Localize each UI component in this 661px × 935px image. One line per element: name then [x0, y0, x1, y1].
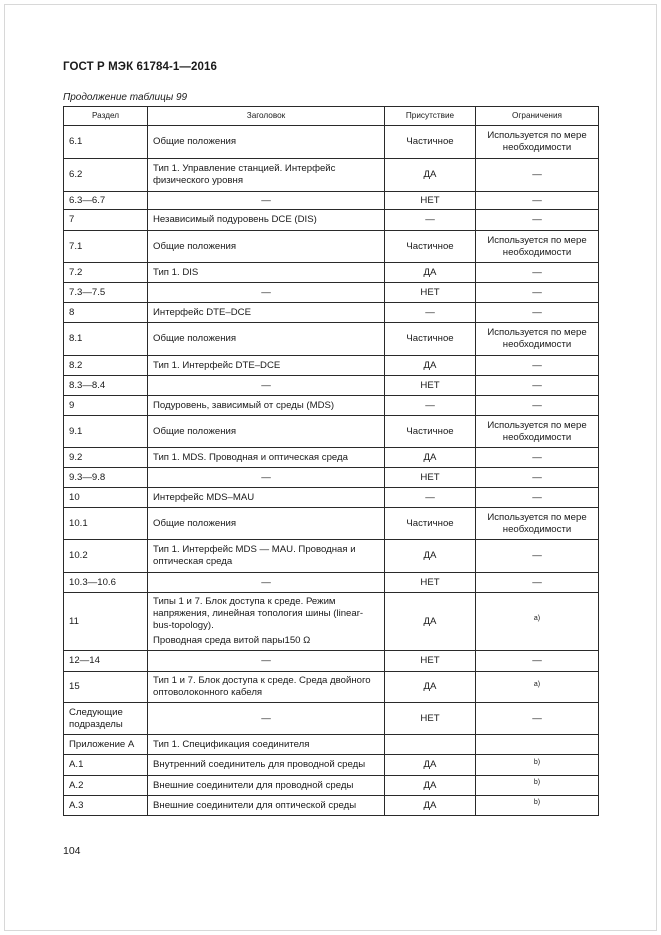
cell-limitations: [476, 593, 599, 651]
cell-section: 10.3—10.6: [64, 573, 148, 593]
cell-section: 9.2: [64, 448, 148, 468]
cell-presence: ДА: [385, 263, 476, 283]
cell-presence: НЕТ: [385, 573, 476, 593]
footnote-ref: a): [533, 680, 541, 688]
cell-section: 6.1: [64, 126, 148, 159]
cell-presence: НЕТ: [385, 376, 476, 396]
cell-presence: [385, 735, 476, 755]
table-row: [64, 448, 599, 468]
table-row: [64, 703, 599, 735]
cell-section: 8.2: [64, 356, 148, 376]
cell-section: 7.3—7.5: [64, 283, 148, 303]
cell-title: —: [148, 703, 385, 735]
cell-section: 8.3—8.4: [64, 376, 148, 396]
table-row: [64, 776, 599, 796]
cell-title: —: [148, 283, 385, 303]
cell-limitations: Используется по мере необходимости: [476, 323, 599, 356]
cell-limitations: —: [476, 703, 599, 735]
cell-section: 8: [64, 303, 148, 323]
cell-title: Интерфейс DTE–DCE: [148, 303, 385, 323]
cell-section: Следующие подразделы: [64, 703, 148, 735]
table-row: [64, 303, 599, 323]
requirements-table: [63, 106, 599, 816]
cell-limitations: —: [476, 396, 599, 416]
cell-limitations: —: [476, 376, 599, 396]
table-row: [64, 263, 599, 283]
cell-presence: НЕТ: [385, 651, 476, 672]
cell-presence: Частичное: [385, 323, 476, 356]
cell-title: Подуровень, зависимый от среды (MDS): [148, 396, 385, 416]
cell-title: —: [148, 651, 385, 672]
document-header: ГОСТ Р МЭК 61784-1—2016: [63, 61, 217, 73]
cell-title: Общие положения: [148, 231, 385, 263]
cell-section: 10: [64, 488, 148, 508]
cell-limitations: —: [476, 159, 599, 192]
cell-title: —: [148, 376, 385, 396]
cell-title: Общие положения: [148, 126, 385, 159]
cell-section: 7.2: [64, 263, 148, 283]
table-row: [64, 735, 599, 755]
cell-section: Приложение A: [64, 735, 148, 755]
cell-limitations: Используется по мере необходимости: [476, 416, 599, 448]
cell-limitations: —: [476, 263, 599, 283]
cell-limitations: Используется по мере необходимости: [476, 508, 599, 540]
cell-limitations: [476, 796, 599, 816]
table-row: [64, 231, 599, 263]
cell-title: Независимый подуровень DCE (DIS): [148, 210, 385, 231]
column-header-presence: Присутствие: [385, 107, 476, 126]
cell-section: 9.3—9.8: [64, 468, 148, 488]
table-row: [64, 651, 599, 672]
table-row: [64, 468, 599, 488]
cell-limitations: —: [476, 356, 599, 376]
cell-presence: НЕТ: [385, 192, 476, 210]
cell-limitations: —: [476, 283, 599, 303]
table-row: [64, 396, 599, 416]
cell-limitations: —: [476, 210, 599, 231]
cell-section: 6.2: [64, 159, 148, 192]
cell-presence: Частичное: [385, 508, 476, 540]
column-header-limitations: Ограничения: [476, 107, 599, 126]
table-row: [64, 283, 599, 303]
footnote-ref: b): [533, 779, 541, 786]
cell-section: 8.1: [64, 323, 148, 356]
cell-limitations: [476, 672, 599, 703]
cell-title: —: [148, 468, 385, 488]
cell-presence: ДА: [385, 448, 476, 468]
cell-title: Тип 1 и 7. Блок доступа к среде. Среда двойного оптоволоконного кабеля: [148, 672, 385, 703]
cell-limitations: —: [476, 303, 599, 323]
cell-title: Общие положения: [148, 323, 385, 356]
table-caption: Продолжение таблицы 99: [63, 92, 188, 103]
cell-section: 7: [64, 210, 148, 231]
cell-limitations: —: [476, 488, 599, 508]
cell-section: 12—14: [64, 651, 148, 672]
cell-presence: ДА: [385, 540, 476, 573]
footnote-ref: b): [533, 758, 541, 766]
cell-presence: ДА: [385, 755, 476, 776]
cell-title: Тип 1. Спецификация соединителя: [148, 735, 385, 755]
cell-presence: —: [385, 210, 476, 231]
table-row: [64, 593, 599, 651]
table-row: [64, 356, 599, 376]
table-row: [64, 192, 599, 210]
cell-title: Тип 1. Интерфейс DTE–DCE: [148, 356, 385, 376]
cell-presence: НЕТ: [385, 703, 476, 735]
table-row: [64, 323, 599, 356]
footnote-ref: b): [533, 799, 541, 806]
cell-title: —: [148, 573, 385, 593]
table-row: [64, 488, 599, 508]
cell-limitations: Используется по мере необходимости: [476, 126, 599, 159]
cell-presence: ДА: [385, 159, 476, 192]
table-row: [64, 210, 599, 231]
cell-title: Внешние соединители для оптической среды: [148, 796, 385, 816]
cell-section: 11: [64, 593, 148, 651]
footnote-ref: a): [533, 615, 541, 622]
cell-presence: Частичное: [385, 231, 476, 263]
cell-section: 6.3—6.7: [64, 192, 148, 210]
table-row: [64, 796, 599, 816]
cell-title-main: Типы 1 и 7. Блок доступа к среде. Режим напряжения, линейная топология шины (linear-bus-topology).: [153, 596, 364, 631]
cell-presence: Частичное: [385, 416, 476, 448]
cell-presence: ДА: [385, 356, 476, 376]
cell-limitations: —: [476, 468, 599, 488]
cell-section: 9.1: [64, 416, 148, 448]
table-row: [64, 159, 599, 192]
cell-limitations: —: [476, 448, 599, 468]
table-row: [64, 126, 599, 159]
cell-presence: —: [385, 303, 476, 323]
cell-title: Тип 1. Управление станцией. Интерфейс физического уровня: [148, 159, 385, 192]
cell-title: Внешние соединители для проводной среды: [148, 776, 385, 796]
cell-title-extra: Проводная среда витой пары150 Ω: [153, 635, 311, 646]
cell-title: [148, 593, 385, 651]
cell-title: Внутренний соединитель для проводной среды: [148, 755, 385, 776]
table-row: [64, 755, 599, 776]
table-header-row: [64, 107, 599, 126]
table-row: [64, 508, 599, 540]
cell-section: A.3: [64, 796, 148, 816]
cell-presence: ДА: [385, 593, 476, 651]
cell-limitations: Используется по мере необходимости: [476, 231, 599, 263]
cell-section: 7.1: [64, 231, 148, 263]
cell-title: Общие положения: [148, 416, 385, 448]
cell-limitations: [476, 735, 599, 755]
cell-section: A.2: [64, 776, 148, 796]
column-header-section: Раздел: [64, 107, 148, 126]
cell-section: 10.1: [64, 508, 148, 540]
cell-title: —: [148, 192, 385, 210]
table-row: [64, 540, 599, 573]
cell-presence: ДА: [385, 672, 476, 703]
table-row: [64, 672, 599, 703]
cell-presence: НЕТ: [385, 468, 476, 488]
cell-presence: Частичное: [385, 126, 476, 159]
page-number: 104: [63, 845, 81, 857]
cell-presence: НЕТ: [385, 283, 476, 303]
cell-section: 15: [64, 672, 148, 703]
cell-title: Тип 1. DIS: [148, 263, 385, 283]
table-row: [64, 416, 599, 448]
table-row: [64, 376, 599, 396]
cell-limitations: —: [476, 540, 599, 573]
cell-title: Тип 1. MDS. Проводная и оптическая среда: [148, 448, 385, 468]
cell-presence: ДА: [385, 796, 476, 816]
column-header-title: Заголовок: [148, 107, 385, 126]
table-row: [64, 573, 599, 593]
cell-section: A.1: [64, 755, 148, 776]
cell-limitations: —: [476, 651, 599, 672]
cell-section: 9: [64, 396, 148, 416]
cell-limitations: —: [476, 192, 599, 210]
cell-title: Общие положения: [148, 508, 385, 540]
cell-limitations: [476, 776, 599, 796]
cell-title: Интерфейс MDS–MAU: [148, 488, 385, 508]
cell-presence: —: [385, 396, 476, 416]
cell-section: 10.2: [64, 540, 148, 573]
cell-title: Тип 1. Интерфейс MDS — MAU. Проводная и оптическая среда: [148, 540, 385, 573]
cell-limitations: —: [476, 573, 599, 593]
cell-presence: ДА: [385, 776, 476, 796]
cell-presence: —: [385, 488, 476, 508]
cell-limitations: [476, 755, 599, 776]
